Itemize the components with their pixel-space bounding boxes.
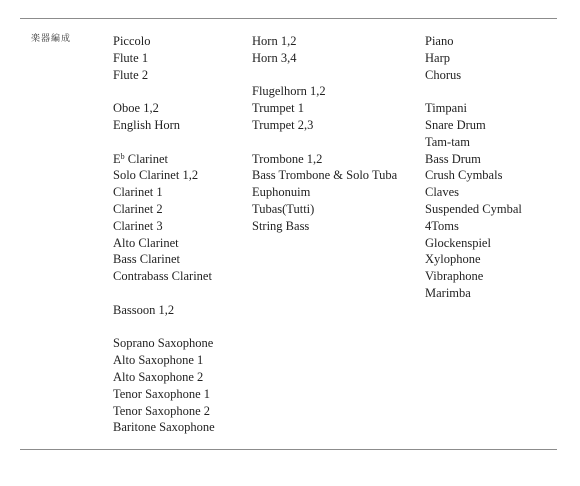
instrument-name: Vibraphone [425, 269, 484, 284]
instrument-name: Flute 2 [113, 67, 149, 82]
instrument-name: 4Toms [425, 218, 459, 233]
instrument-item [113, 167, 215, 184]
instrument-item [113, 151, 215, 168]
instrument-item [252, 117, 397, 134]
instrument-name: Flute 1 [113, 50, 149, 65]
instrument-item [113, 184, 215, 201]
instrument-item [252, 201, 397, 218]
instrument-name: Xylophone [425, 252, 481, 267]
instrument-name: Snare Drum [425, 117, 486, 132]
instrument-name: Bass Drum [425, 151, 481, 166]
section-gap [425, 83, 522, 100]
instrument-item [425, 67, 522, 84]
instrument-name: Crush Cymbals [425, 168, 503, 183]
instrument-item [113, 302, 215, 319]
instrument-item [425, 285, 522, 302]
instrument-name: Flugelhorn 1,2 [252, 84, 326, 99]
instrument-item [425, 268, 522, 285]
instrument-name: Euphonuim [252, 185, 311, 200]
instrument-item [252, 100, 397, 117]
instrument-name: Tubas(Tutti) [252, 201, 315, 216]
instrument-item [425, 117, 522, 134]
instrument-item [252, 50, 397, 67]
instrument-item [252, 83, 397, 100]
instrument-item [113, 403, 215, 420]
instrument-item [425, 167, 522, 184]
instrument-name: Alto Saxophone 2 [113, 369, 204, 384]
instrument-item [425, 100, 522, 117]
section-gap [252, 134, 397, 151]
woodwinds-column [113, 33, 215, 436]
instrument-name: Clarinet 3 [113, 218, 163, 233]
instrument-item [252, 151, 397, 168]
instrumentation-label: 楽器編成 [31, 34, 72, 44]
instrument-name: Solo Clarinet 1,2 [113, 168, 199, 183]
instrument-name: Bass Clarinet [113, 252, 181, 267]
instrument-name: Trombone 1,2 [252, 151, 323, 166]
instrument-item [113, 251, 215, 268]
instrument-item [252, 167, 397, 184]
brass-column [252, 33, 397, 235]
instrument-item [113, 268, 215, 285]
instrument-name: Tenor Saxophone 2 [113, 403, 211, 418]
instrument-name: Baritone Saxophone [113, 420, 215, 435]
section-gap [113, 134, 215, 151]
instrument-prefix: E [113, 151, 121, 166]
instrument-item [252, 33, 397, 50]
percussion-column [425, 33, 522, 302]
flat-sign: b [120, 151, 125, 161]
bottom-rule [20, 449, 557, 450]
instrument-item [425, 33, 522, 50]
instrument-name: Marimba [425, 285, 471, 300]
instrument-item [425, 201, 522, 218]
instrument-name: Harp [425, 50, 450, 65]
instrument-item [113, 50, 215, 67]
instrument-name: Alto Clarinet [113, 235, 179, 250]
section-gap [113, 319, 215, 336]
instrument-name: Chorus [425, 67, 462, 82]
section-gap [113, 83, 215, 100]
instrument-name: Claves [425, 185, 460, 200]
instrument-item [113, 419, 215, 436]
instrument-item [425, 251, 522, 268]
instrument-item [425, 134, 522, 151]
instrument-name: Bassoon 1,2 [113, 302, 175, 317]
instrument-name: Horn 1,2 [252, 34, 297, 48]
instrument-name: English Horn [113, 117, 181, 132]
instrument-item [113, 335, 215, 352]
instrument-name: Tam-tam [425, 134, 470, 149]
instrument-name: Clarinet 1 [113, 185, 163, 200]
instrument-item [113, 352, 215, 369]
instrument-name: Clarinet 2 [113, 201, 163, 216]
instrument-item [113, 201, 215, 218]
instrument-name: Clarinet [124, 151, 169, 166]
instrument-name: Suspended Cymbal [425, 201, 522, 216]
instrument-name: Piccolo [113, 34, 151, 48]
instrument-item [113, 117, 215, 134]
instrument-item [425, 184, 522, 201]
instrument-name: Oboe 1,2 [113, 101, 159, 116]
instrument-item [425, 218, 522, 235]
instrument-name: Horn 3,4 [252, 50, 297, 65]
instrument-item [425, 235, 522, 252]
instrument-name: Alto Saxophone 1 [113, 353, 204, 368]
instrument-item [113, 218, 215, 235]
instrument-item [252, 218, 397, 235]
top-rule [20, 18, 557, 19]
instrument-item [113, 100, 215, 117]
instrument-item [113, 33, 215, 50]
instrument-item [113, 369, 215, 386]
instrument-item [113, 235, 215, 252]
instrument-name: Trumpet 1 [252, 101, 304, 116]
section-gap [252, 67, 397, 84]
instrument-name: Soprano Saxophone [113, 336, 214, 351]
instrument-item [113, 386, 215, 403]
instrument-item [113, 67, 215, 84]
instrument-item [425, 151, 522, 168]
instrument-name: Piano [425, 34, 454, 48]
instrument-item [252, 184, 397, 201]
section-gap [113, 285, 215, 302]
instrument-name: Bass Trombone & Solo Tuba [252, 168, 398, 183]
instrument-name: Glockenspiel [425, 235, 491, 250]
instrument-name: Tenor Saxophone 1 [113, 386, 211, 401]
instrument-name: Timpani [425, 101, 467, 116]
instrument-name: Trumpet 2,3 [252, 117, 314, 132]
instrument-name: String Bass [252, 218, 310, 233]
instrument-name: Contrabass Clarinet [113, 269, 212, 284]
instrument-item [425, 50, 522, 67]
